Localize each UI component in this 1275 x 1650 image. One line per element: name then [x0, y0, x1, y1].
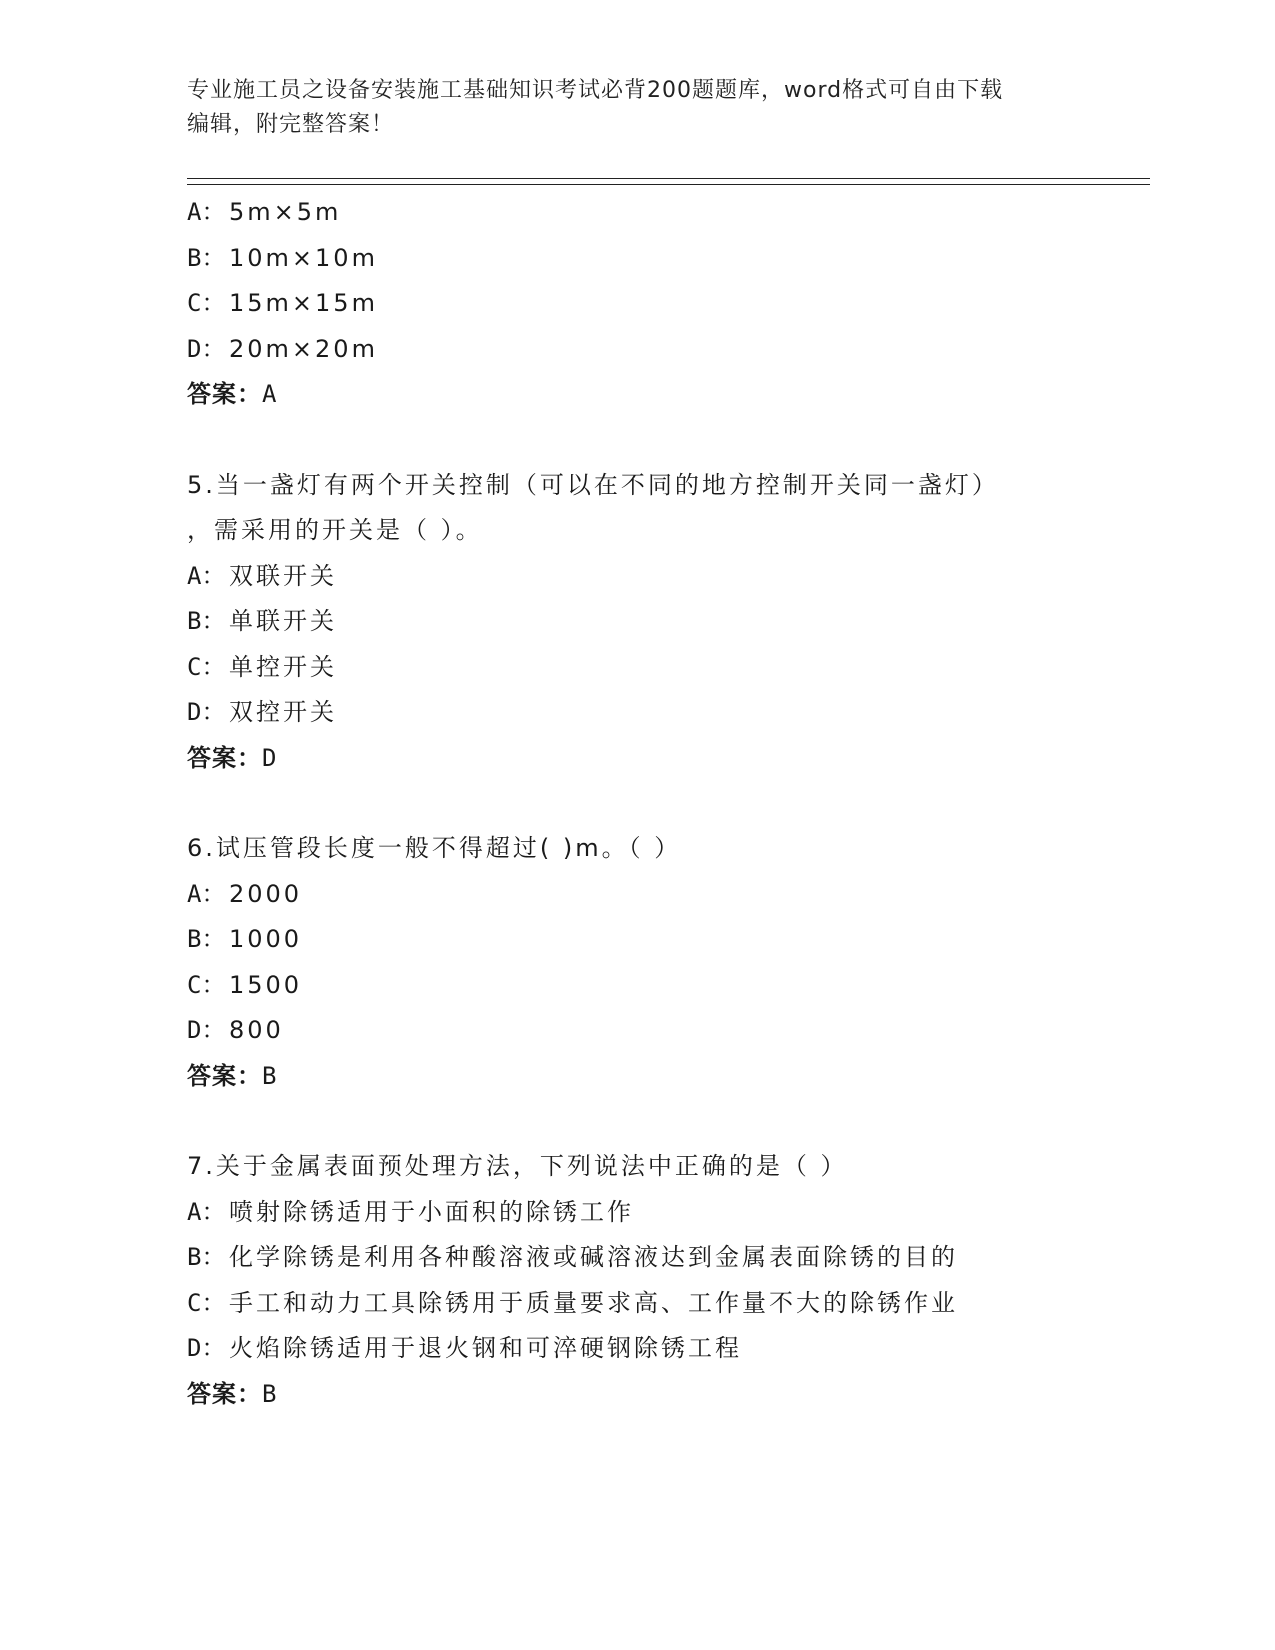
option-text: 10m×10m: [229, 243, 378, 272]
option-text: 双控开关: [229, 698, 337, 726]
question-block-6: [187, 826, 1087, 1099]
header-divider-bottom: [187, 184, 1150, 185]
option-d: [187, 1008, 1087, 1054]
block-spacer: [187, 418, 1087, 463]
option-text: 1000: [229, 925, 303, 953]
question-text: 6.试压管段长度一般不得超过( )m。（ ）: [187, 834, 682, 862]
option-d: [187, 327, 1087, 373]
answer-value: B: [262, 1379, 278, 1408]
question-block-7: [187, 1144, 1087, 1417]
option-text: 喷射除锈适用于小面积的除锈工作: [229, 1197, 634, 1226]
option-key: D：: [187, 1334, 226, 1362]
answer-label: 答案：: [187, 743, 262, 772]
answer-value: D: [262, 743, 278, 772]
option-key: D：: [187, 1016, 226, 1044]
answer-label: 答案：: [187, 1061, 262, 1090]
option-a: [187, 872, 1087, 918]
option-key: C：: [187, 1288, 226, 1317]
option-key: C：: [187, 970, 226, 999]
answer-line: [187, 1372, 1087, 1418]
option-key: C：: [187, 289, 226, 317]
answer-label: 答案：: [187, 1379, 262, 1408]
option-text: 双联开关: [229, 561, 337, 590]
option-text: 单控开关: [229, 652, 337, 681]
option-text: 2000: [229, 879, 303, 908]
option-key: B：: [187, 607, 226, 635]
option-b: [187, 236, 1087, 282]
option-c: [187, 281, 1087, 327]
option-text: 单联开关: [229, 607, 337, 635]
option-key: A：: [187, 198, 226, 226]
question-text-continued: ，需采用的开关是（ ）。: [187, 516, 483, 544]
option-text: 1500: [229, 970, 303, 999]
option-text: 火焰除锈适用于退火钢和可淬硬钢除锈工程: [229, 1334, 742, 1362]
option-key: D：: [187, 334, 226, 363]
question-text: 5.当一盏灯有两个开关控制（可以在不同的地方控制开关同一盏灯）: [187, 470, 999, 499]
answer-line: [187, 1054, 1087, 1100]
document-header: [187, 74, 1067, 142]
answer-line: [187, 372, 1087, 418]
question-text: 7.关于金属表面预处理方法，下列说法中正确的是（ ）: [187, 1152, 848, 1180]
option-d: [187, 690, 1087, 736]
answer-value: B: [262, 1061, 278, 1090]
header-line-2: 编辑，附完整答案！: [187, 112, 395, 137]
option-a: [187, 1190, 1087, 1236]
option-key: A：: [187, 879, 226, 908]
block-spacer: [187, 781, 1087, 826]
option-b: [187, 917, 1087, 963]
option-text: 800: [229, 1016, 284, 1044]
option-b: [187, 599, 1087, 645]
option-text: 20m×20m: [229, 334, 378, 363]
answer-line: [187, 736, 1087, 782]
option-a: [187, 554, 1087, 600]
option-key: A：: [187, 1197, 226, 1226]
option-c: [187, 1281, 1087, 1327]
option-text: 化学除锈是利用各种酸溶液或碱溶液达到金属表面除锈的目的: [229, 1243, 958, 1271]
option-key: D：: [187, 698, 226, 726]
header-divider-top: [187, 178, 1150, 179]
option-c: [187, 963, 1087, 1009]
option-key: B：: [187, 925, 226, 953]
option-c: [187, 645, 1087, 691]
question-block-5: [187, 463, 1087, 782]
option-text: 手工和动力工具除锈用于质量要求高、工作量不大的除锈作业: [229, 1288, 958, 1317]
header-line-1: 专业施工员之设备安装施工基础知识考试必背200题题库，word格式可自由下载: [187, 78, 1004, 103]
option-text: 5m×5m: [229, 198, 342, 226]
answer-value: A: [262, 380, 278, 408]
option-key: C：: [187, 652, 226, 681]
option-text: 15m×15m: [229, 289, 378, 317]
option-key: A：: [187, 561, 226, 590]
option-b: [187, 1235, 1087, 1281]
option-key: B：: [187, 243, 226, 272]
option-a: [187, 190, 1087, 236]
question-list: [187, 190, 1087, 1417]
option-d: [187, 1326, 1087, 1372]
question-block-4: [187, 190, 1087, 418]
option-key: B：: [187, 1243, 226, 1271]
answer-label: 答案：: [187, 380, 262, 408]
block-spacer: [187, 1099, 1087, 1144]
